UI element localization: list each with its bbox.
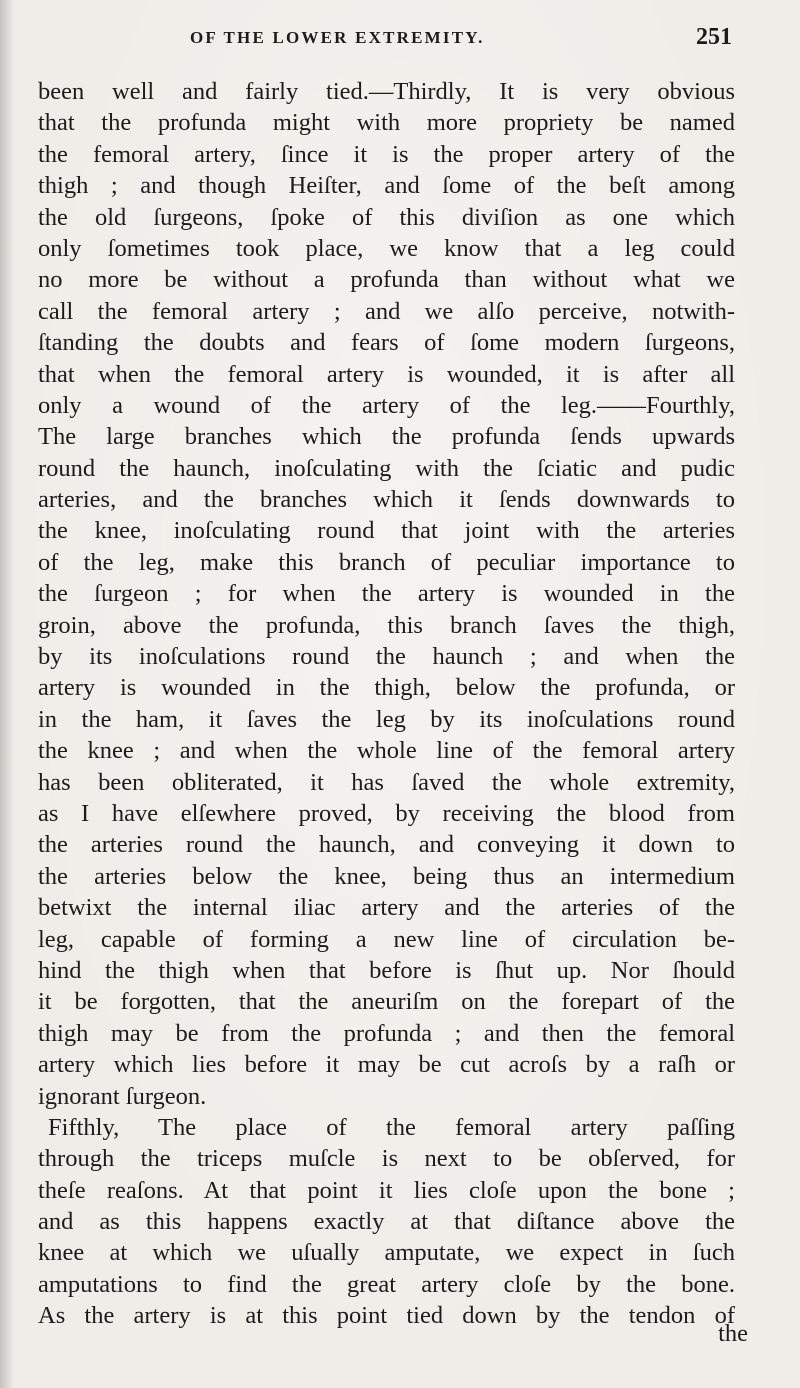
text-line: through the triceps muſcle is next to be obſerved, for [38, 1145, 735, 1173]
text-line: and as this happens exactly at that diſtance above the [38, 1208, 735, 1236]
text-line: been well and fairly tied.—Thirdly, It is very obvious [38, 78, 735, 105]
page-number: 251 [696, 24, 732, 50]
text-line: that the profunda might with more propriety be named [38, 109, 735, 137]
text-line: the ſurgeon ; for when the artery is wounded in the [38, 580, 735, 608]
text-line: theſe reaſons. At that point it lies cloſe upon the bone ; [38, 1176, 735, 1204]
text-line: As the artery is at this point tied down by the tendon of [38, 1302, 735, 1330]
text-line: thigh ; and though Heiſter, and ſome of the beſt among [38, 172, 735, 200]
text-line: arteries, and the branches which it ſends downwards to [38, 486, 735, 514]
text-line: ſtanding the doubts and fears of ſome modern ſurgeons, [38, 329, 735, 357]
text-line: knee at which we uſually amputate, we expect in ſuch [38, 1239, 735, 1267]
text-line: the old ſurgeons, ſpoke of this diviſion as one which [38, 203, 735, 231]
text-line: the knee, inoſculating round that joint with the arteries [38, 517, 735, 545]
text-line: has been obliterated, it has ſaved the whole extremity, [38, 768, 735, 796]
text-line: as I have elſewhere proved, by receiving the blood from [38, 799, 735, 827]
text-line: it be forgotten, that the aneuriſm on the forepart of the [38, 988, 735, 1016]
body-text [38, 76, 735, 1332]
text-line: thigh may be from the profunda ; and then the femoral [38, 1019, 735, 1047]
paragraph-start-line: Fifthly, The place of the femoral artery paſſing [48, 1113, 735, 1141]
text-line: leg, capable of forming a new line of circulation be- [38, 925, 735, 953]
running-head: OF THE LOWER EXTREMITY. [190, 28, 485, 47]
text-line: groin, above the profunda, this branch ſaves the thigh, [38, 611, 735, 639]
text-line: betwixt the internal iliac artery and the arteries of the [38, 894, 735, 922]
gutter-shadow [0, 0, 14, 1388]
text-line: artery which lies before it may be cut acroſs by a raſh or [38, 1051, 735, 1079]
text-line: round the haunch, inoſculating with the ſciatic and pudic [38, 454, 735, 482]
text-line: in the ham, it ſaves the leg by its inoſculations round [38, 705, 735, 733]
text-line: amputations to find the great artery cloſe by the bone. [38, 1270, 735, 1298]
text-line: that when the femoral artery is wounded, it is after all [38, 360, 735, 388]
text-line: call the femoral artery ; and we alſo perceive, notwith- [38, 297, 735, 325]
catchword: the [718, 1320, 748, 1347]
text-line: by its inoſculations round the haunch ; and when the [38, 643, 735, 671]
text-line: the femoral artery, ſince it is the proper artery of the [38, 140, 735, 168]
text-line: artery is wounded in the thigh, below the profunda, or [38, 674, 735, 702]
text-line: the arteries round the haunch, and conveying it down to [38, 831, 735, 859]
text-line: the arteries below the knee, being thus an intermedium [38, 862, 735, 890]
text-line: The large branches which the profunda ſends upwards [38, 423, 735, 451]
text-line: no more be without a profunda than without what we [38, 266, 735, 294]
text-line: of the leg, make this branch of peculiar importance to [38, 548, 735, 576]
text-line: the knee ; and when the whole line of the femoral artery [38, 737, 735, 765]
text-line: only a wound of the artery of the leg.——Fourthly, [38, 391, 735, 419]
paragraph-end-line: ignorant ſurgeon. [38, 1082, 207, 1110]
page-header [40, 24, 740, 58]
text-line: hind the thigh when that before is ſhut up. Nor ſhould [38, 956, 735, 984]
text-line: only ſometimes took place, we know that a leg could [38, 234, 735, 262]
